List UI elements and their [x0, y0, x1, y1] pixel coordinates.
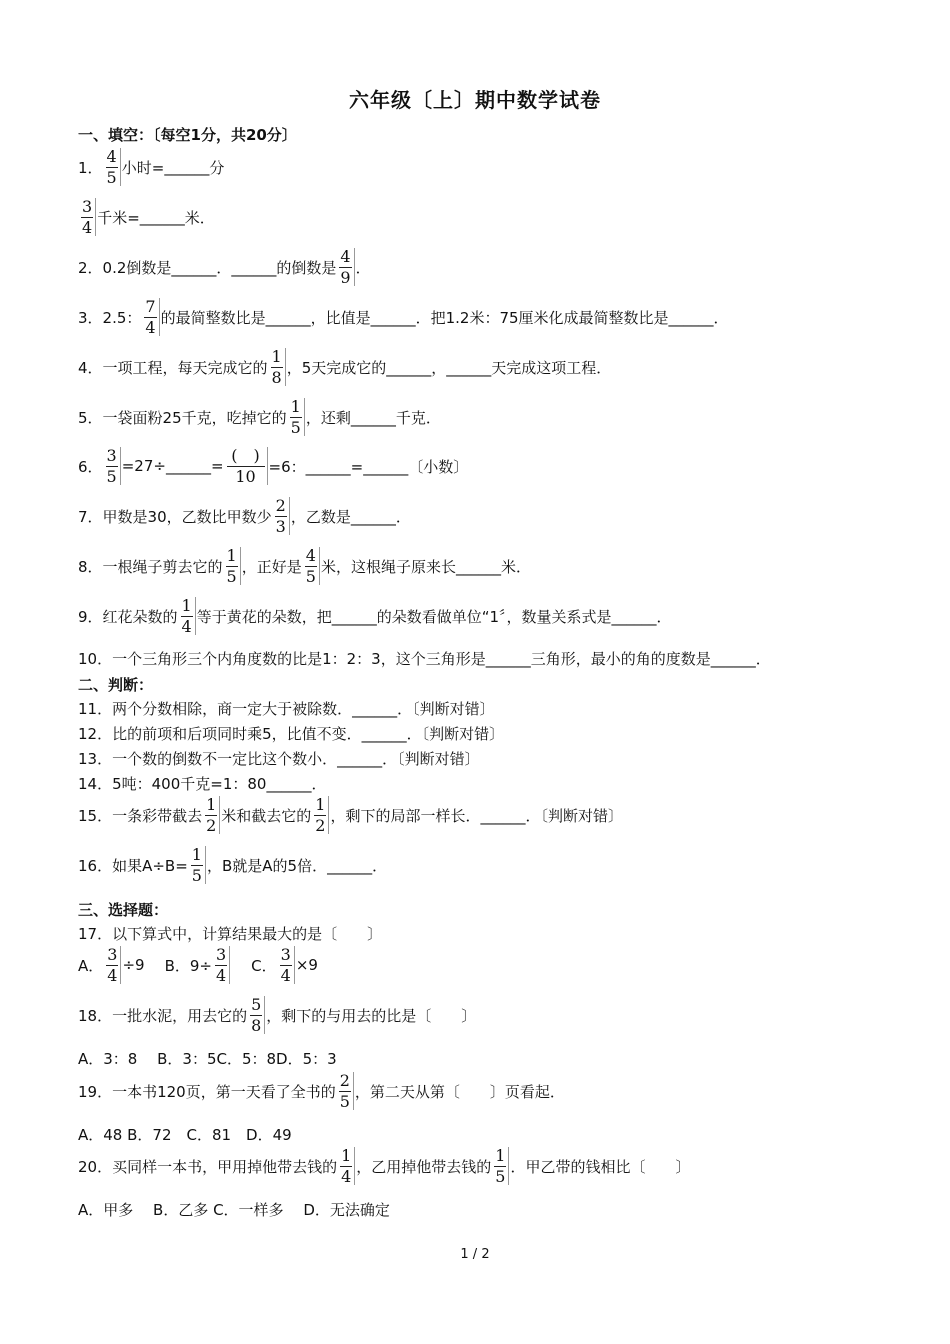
question-4 — [78, 348, 611, 386]
frac-den: 5 — [226, 567, 237, 586]
fraction — [337, 1072, 354, 1110]
section-heading-judge: 二、判断： — [78, 676, 154, 694]
question-10: 10．一个三角形三个内角度数的比是1：2：3，这个三角形是______三角形，最小的角的度数是______． — [78, 650, 771, 668]
question-16 — [78, 846, 387, 884]
q2-text: 2．0.2倒数是______．______的倒数是 — [78, 258, 337, 277]
option-a-pre: A． — [78, 956, 104, 975]
frac-num: ( ) — [227, 447, 265, 467]
question-6 — [78, 447, 468, 485]
fraction — [278, 946, 295, 984]
frac-den: 9 — [340, 268, 351, 287]
q20-pre: 20．买同样一本书，甲用掉他带去钱的 — [78, 1157, 338, 1176]
q20-mid: ，乙用掉他带去钱的 — [356, 1157, 492, 1176]
frac-num: 3 — [106, 446, 117, 465]
frac-num: 1 — [290, 397, 301, 416]
fraction — [79, 198, 96, 236]
fraction — [179, 597, 196, 635]
q4-pre: 4．一项工程，每天完成它的 — [78, 358, 268, 377]
frac-den: 10 — [235, 467, 256, 486]
question-17-options — [78, 946, 318, 984]
page-title: 六年级〔上〕期中数学试卷 — [349, 88, 601, 112]
question-19 — [78, 1072, 565, 1110]
answer-blank: ______ — [139, 208, 185, 226]
question-17: 17．以下算式中，计算结果最大的是〔 〕 — [78, 925, 383, 943]
q6-post: =6：______=______〔小数〕 — [268, 457, 469, 476]
q19-post: ，第二天从第〔 〕页看起． — [354, 1082, 565, 1101]
fraction — [224, 547, 241, 585]
frac-num: 2 — [339, 1071, 350, 1090]
fraction — [213, 946, 230, 984]
frac-den: 4 — [341, 1167, 352, 1186]
frac-num: 7 — [145, 297, 156, 316]
q5-pre: 5．一袋面粉25千克，吃掉它的 — [78, 408, 287, 427]
q19-pre: 19．一本书120页，第一天看了全书的 — [78, 1082, 336, 1101]
q15-post: ，剩下的局部一样长．______．〔判断对错〕 — [330, 806, 623, 825]
fraction — [225, 447, 268, 485]
frac-den: 4 — [107, 966, 118, 985]
frac-num: 3 — [107, 945, 118, 964]
q3-post: 的最简整数比是______，比值是______．把1.2米：75厘米化成最简整数比是______． — [160, 308, 729, 327]
frac-den: 8 — [251, 1016, 262, 1035]
fraction — [104, 148, 121, 186]
frac-den: 5 — [290, 418, 301, 437]
q4-post: ，5天完成它的______，______天完成这项工程． — [286, 358, 612, 377]
question-19-options: A．48 B．72 C．81 D．49 — [78, 1126, 292, 1144]
option-c-post: ×9 — [295, 956, 318, 974]
frac-num: 1 — [181, 596, 192, 615]
frac-num: 2 — [275, 496, 286, 515]
question-13: 13．一个数的倒数不一定比这个数小．______．〔判断对错〕 — [78, 750, 480, 768]
question-18-options: A．3：8 B．3：5C．5：8D．5：3 — [78, 1050, 337, 1068]
fraction — [338, 1147, 355, 1185]
fraction — [203, 796, 220, 834]
answer-blank: ______ — [164, 158, 210, 176]
frac-num: 1 — [226, 546, 237, 565]
question-14: 14．5吨：400千克=1：80______． — [78, 775, 327, 793]
q15-pre: 15．一条彩带截去 — [78, 806, 203, 825]
q8-pre: 8．一根绳子剪去它的 — [78, 557, 223, 576]
fraction — [189, 846, 206, 884]
frac-num: 3 — [280, 945, 291, 964]
q1a-end: 分 — [209, 158, 225, 177]
question-5 — [78, 398, 441, 436]
fraction — [104, 946, 121, 984]
fraction — [104, 447, 121, 485]
frac-num: 3 — [82, 197, 93, 216]
question-15 — [78, 796, 623, 834]
frac-den: 2 — [206, 816, 217, 835]
frac-num: 1 — [206, 795, 217, 814]
q9-post: 等于黄花的朵数，把______的朵数看做单位“1〞，数量关系式是______． — [196, 607, 672, 626]
q15-mid: 米和截去它的 — [221, 806, 312, 825]
question-11: 11．两个分数相除，商一定大于被除数．______．〔判断对错〕 — [78, 700, 495, 718]
page-number: 1 / 2 — [460, 1247, 490, 1262]
question-8 — [78, 547, 531, 585]
q18-post: ，剩下的与用去的比是〔 〕 — [266, 1006, 477, 1025]
fraction — [248, 996, 265, 1034]
frac-den: 5 — [106, 467, 117, 486]
question-2 — [78, 248, 371, 286]
frac-num: 4 — [305, 546, 316, 565]
frac-den: 8 — [271, 368, 282, 387]
frac-den: 5 — [339, 1092, 350, 1111]
frac-num: 1 — [315, 795, 326, 814]
q8-post: 米，这根绳子原来长______米． — [320, 557, 531, 576]
question-9 — [78, 597, 672, 635]
q16-pre: 16．如果A÷B= — [78, 856, 188, 875]
frac-num: 4 — [106, 147, 117, 166]
fraction — [303, 547, 320, 585]
frac-den: 4 — [145, 318, 156, 337]
question-18 — [78, 996, 476, 1034]
frac-num: 5 — [251, 995, 262, 1014]
question-7 — [78, 497, 411, 535]
q1a-pre: 1． — [78, 158, 103, 177]
fraction — [273, 497, 290, 535]
frac-den: 2 — [315, 816, 326, 835]
q3-pre: 3．2.5： — [78, 308, 142, 327]
frac-num: 1 — [341, 1146, 352, 1165]
frac-num: 1 — [191, 845, 202, 864]
q7-pre: 7．甲数是30，乙数比甲数少 — [78, 507, 272, 526]
option-b-pre: B．9÷ — [164, 956, 212, 975]
question-20 — [78, 1147, 691, 1185]
frac-den: 4 — [280, 966, 291, 985]
frac-num: 1 — [495, 1146, 506, 1165]
q2-end: ． — [355, 258, 371, 277]
frac-den: 4 — [181, 617, 192, 636]
option-c-pre: C． — [251, 956, 277, 975]
option-a-post: ÷9 — [122, 956, 145, 974]
section-heading-choice: 三、选择题： — [78, 901, 169, 919]
q6-pre: 6． — [78, 457, 103, 476]
q16-post: ，B就是A的5倍．______． — [206, 856, 388, 875]
section-heading-fill: 一、填空：〔每空1分，共20分〕 — [78, 126, 297, 144]
fraction — [312, 796, 329, 834]
fraction — [337, 248, 354, 286]
frac-den: 4 — [215, 966, 227, 985]
question-20-options: A．甲多 B．乙多 C．一样多 D．无法确定 — [78, 1201, 390, 1219]
q7-post: ，乙数是______． — [290, 507, 411, 526]
frac-num: 3 — [215, 945, 227, 964]
frac-den: 5 — [305, 567, 316, 586]
q5-post: ，还剩______千克． — [305, 408, 441, 427]
fraction — [142, 298, 159, 336]
q1a-post: 小时= — [121, 158, 165, 177]
frac-den: 5 — [191, 866, 202, 885]
frac-den: 4 — [82, 218, 93, 237]
q20-post: ．甲乙带的钱相比〔 〕 — [510, 1157, 691, 1176]
fraction — [288, 398, 305, 436]
question-1b — [78, 198, 215, 236]
fraction — [492, 1147, 509, 1185]
q18-pre: 18．一批水泥，用去它的 — [78, 1006, 248, 1025]
question-12: 12．比的前项和后项同时乘5，比值不变．______．〔判断对错〕 — [78, 725, 505, 743]
q6-mid: =27÷______= — [121, 457, 224, 475]
q9-pre: 9．红花朵数的 — [78, 607, 178, 626]
frac-num: 1 — [271, 347, 282, 366]
frac-den: 5 — [106, 168, 117, 187]
q1b-post: 千米= — [97, 208, 140, 227]
frac-den: 5 — [495, 1167, 506, 1186]
question-1a — [78, 148, 224, 186]
fraction — [269, 348, 286, 386]
question-3 — [78, 298, 729, 336]
frac-num: 4 — [340, 247, 351, 266]
frac-den: 3 — [275, 517, 286, 536]
q1b-end: 米． — [184, 208, 215, 227]
q8-mid: ，正好是 — [241, 557, 302, 576]
